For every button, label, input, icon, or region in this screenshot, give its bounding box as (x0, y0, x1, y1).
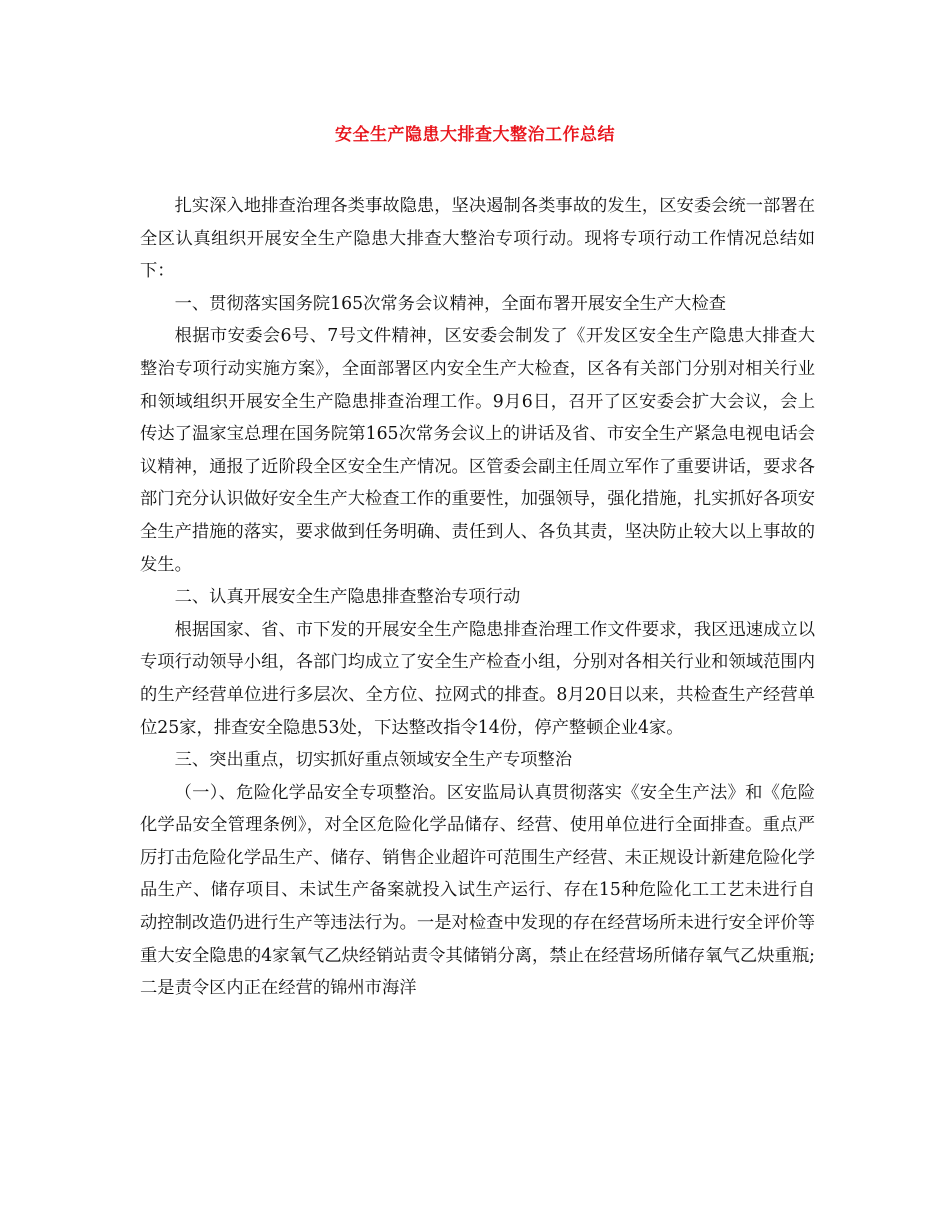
document-body (140, 190, 815, 1005)
document-title: 安全生产隐患大排查大整治工作总结 (335, 125, 615, 145)
section-heading-1: 一、贯彻落实国务院165次常务会议精神，全面布署开展安全生产大检查 (174, 293, 727, 314)
paragraph-section-1: 根据市安委会6号、7号文件精神，区安委会制发了《开发区安全生产隐患大排查大整治专项行动实施方案》，全面部署区内安全生产大检查，区各有关部门分别对相关行业和领域组织开展安全生产隐患排查治理工作。9月6日，召开了区安委会扩大会议，会上传达了温家宝总理在国务院第165次常务会议上的讲话及省、市安全生产紧急电视电话会议精神，通报了近阶段全区安全生产情况。区管委会副主任周立军作了重要讲话，要求各部门充分认识做好安全生产大检查工作的重要性，加强领导，强化措施，扎实抓好各项安全生产措施的落实，要求做到任务明确、责任到人、各负其责，坚决防止较大以上事故的发生。 (140, 326, 815, 575)
section-heading-2: 二、认真开展安全生产隐患排查整治专项行动 (174, 587, 521, 608)
paragraph-section-2: 根据国家、省、市下发的开展安全生产隐患排查治理工作文件要求，我区迅速成立以专项行动领导小组，各部门均成立了安全生产检查小组，分别对各相关行业和领域范围内的生产经营单位进行多层次、全方位、拉网式的排查。8月20日以来，共检查生产经营单位25家，排查安全隐患53处，下达整改指令14份，停产整顿企业4家。 (140, 619, 815, 738)
paragraph-section-3-1: （一）、危险化学品安全专项整治。区安监局认真贯彻落实《安全生产法》和《危险化学品安全管理条例》，对全区危险化学品储存、经营、使用单位进行全面排查。重点严厉打击危险化学品生产、储存、销售企业超许可范围生产经营、未正规设计新建危险化学品生产、储存项目、未试生产备案就投入试生产运行、存在15种危险化工工艺未进行自动控制改造仍进行生产等违法行为。一是对检查中发现的存在经营场所未进行安全评价等重大安全隐患的4家氧气乙炔经销站责令其储销分离，禁止在经营场所储存氧气乙炔重瓶;二是责令区内正在经营的锦州市海洋 (140, 782, 815, 999)
section-heading-3: 三、突出重点，切实抓好重点领域安全生产专项整治 (174, 750, 573, 771)
paragraph-intro: 扎实深入地排查治理各类事故隐患，坚决遏制各类事故的发生，区安委会统一部署在全区认真组织开展安全生产隐患大排查大整治专项行动。现将专项行动工作情况总结如下： (140, 196, 815, 282)
